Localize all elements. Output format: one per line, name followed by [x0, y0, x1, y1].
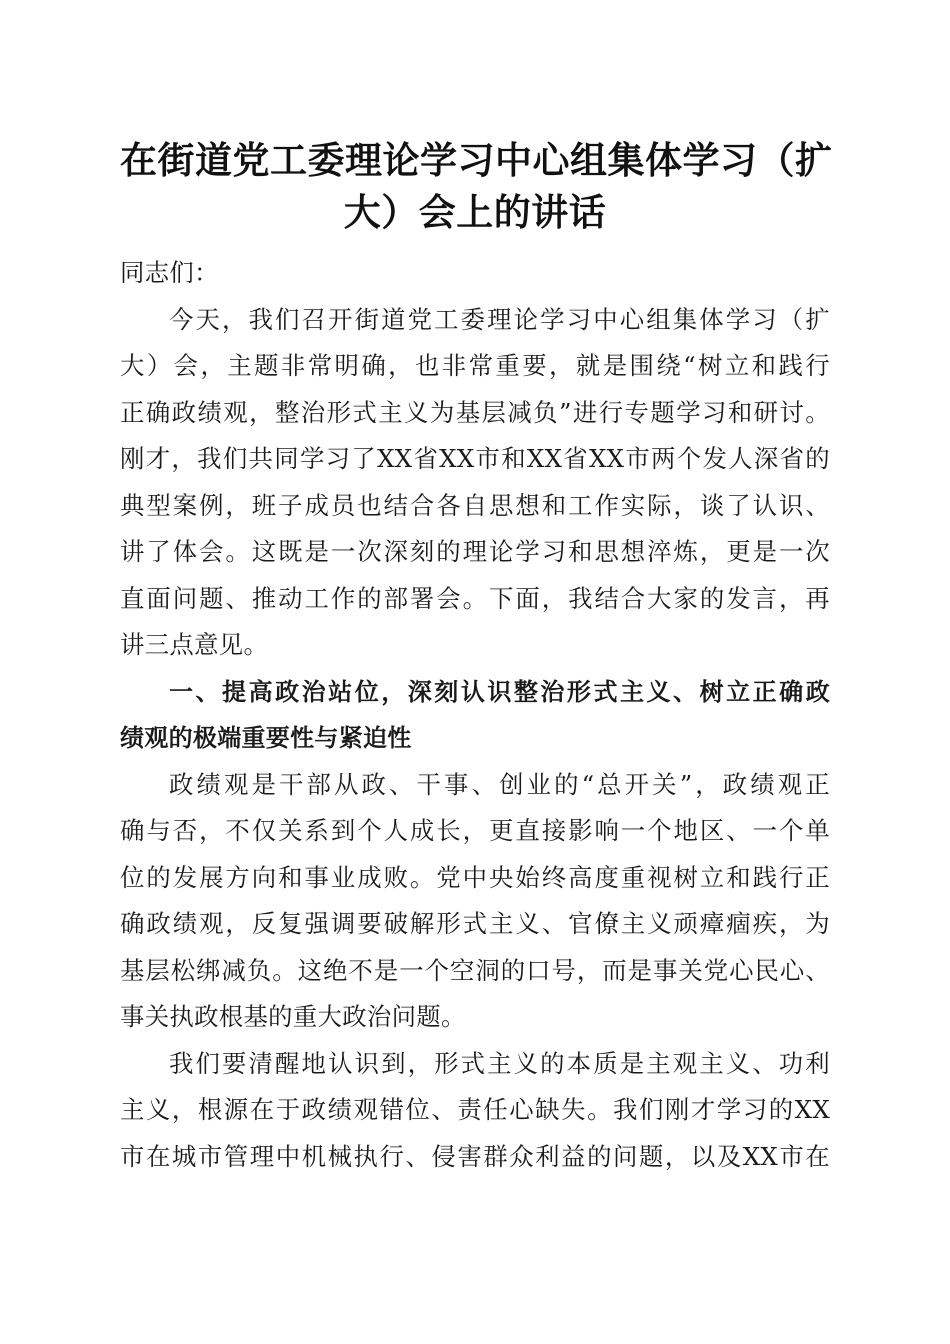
- title-line-1: 在街道党工委理论学习中心组集体学习（扩: [120, 138, 833, 182]
- section-heading-1: [120, 669, 830, 762]
- paragraph-line: 基层松绑减负。这绝不是一个空洞的口号，而是事关党心民心、: [120, 955, 830, 985]
- paragraph-line: 讲了体会。这既是一次深刻的理论学习和思想淬炼，更是一次: [120, 537, 830, 566]
- paragraph-line: 确政绩观，反复强调要破解形式主义、官僚主义顽瘴痼疾，为: [120, 909, 830, 938]
- paragraph-line: 位的发展方向和事业成败。党中央始终高度重视树立和践行正: [120, 862, 830, 892]
- paragraph-line: 典型案例，班子成员也结合各自思想和工作实际，谈了认识、: [120, 490, 830, 520]
- heading-line: 绩观的极端重要性与紧迫性: [120, 724, 412, 752]
- paragraph-section-1-a: [120, 762, 830, 1041]
- salutation: 同志们：: [120, 258, 219, 287]
- paragraph-line: 正确政绩观，整治形式主义为基层减负”进行专题学习和研讨。: [120, 397, 830, 427]
- paragraph-line: 主义，根源在于政绩观错位、责任心缺失。我们刚才学习的XX: [120, 1095, 830, 1124]
- paragraph-section-1-b: [120, 1041, 830, 1181]
- document-title: [120, 134, 833, 238]
- title-line-2: 大）会上的讲话: [343, 190, 607, 234]
- paragraph-line: 大）会，主题非常明确，也非常重要，就是围绕“树立和践行: [120, 351, 830, 380]
- paragraph-line: 讲三点意见。: [120, 630, 269, 659]
- paragraph-line: 我们要清醒地认识到，形式主义的本质是主观主义、功利: [169, 1048, 830, 1078]
- paragraph-line: 直面问题、推动工作的部署会。下面，我结合大家的发言，再: [120, 583, 830, 613]
- paragraph-line: 确与否，不仅关系到个人成长，更直接影响一个地区、一个单: [120, 816, 830, 845]
- paragraph-intro: [120, 297, 830, 669]
- paragraph-line: 市在城市管理中机械执行、侵害群众利益的问题，以及XX市在: [120, 1141, 830, 1171]
- heading-line: 一、提高政治站位，深刻认识整治形式主义、树立正确政: [169, 677, 830, 706]
- paragraph-line: 刚才，我们共同学习了XX省XX市和XX省XX市两个发人深省的: [120, 444, 830, 473]
- paragraph-line: 事关执政根基的重大政治问题。: [120, 1002, 466, 1031]
- document-body: [120, 250, 830, 1180]
- paragraph-line: 今天，我们召开街道党工委理论学习中心组集体学习（扩: [169, 304, 830, 334]
- paragraph-line: 政绩观是干部从政、干事、创业的“总开关”，政绩观正: [169, 769, 830, 799]
